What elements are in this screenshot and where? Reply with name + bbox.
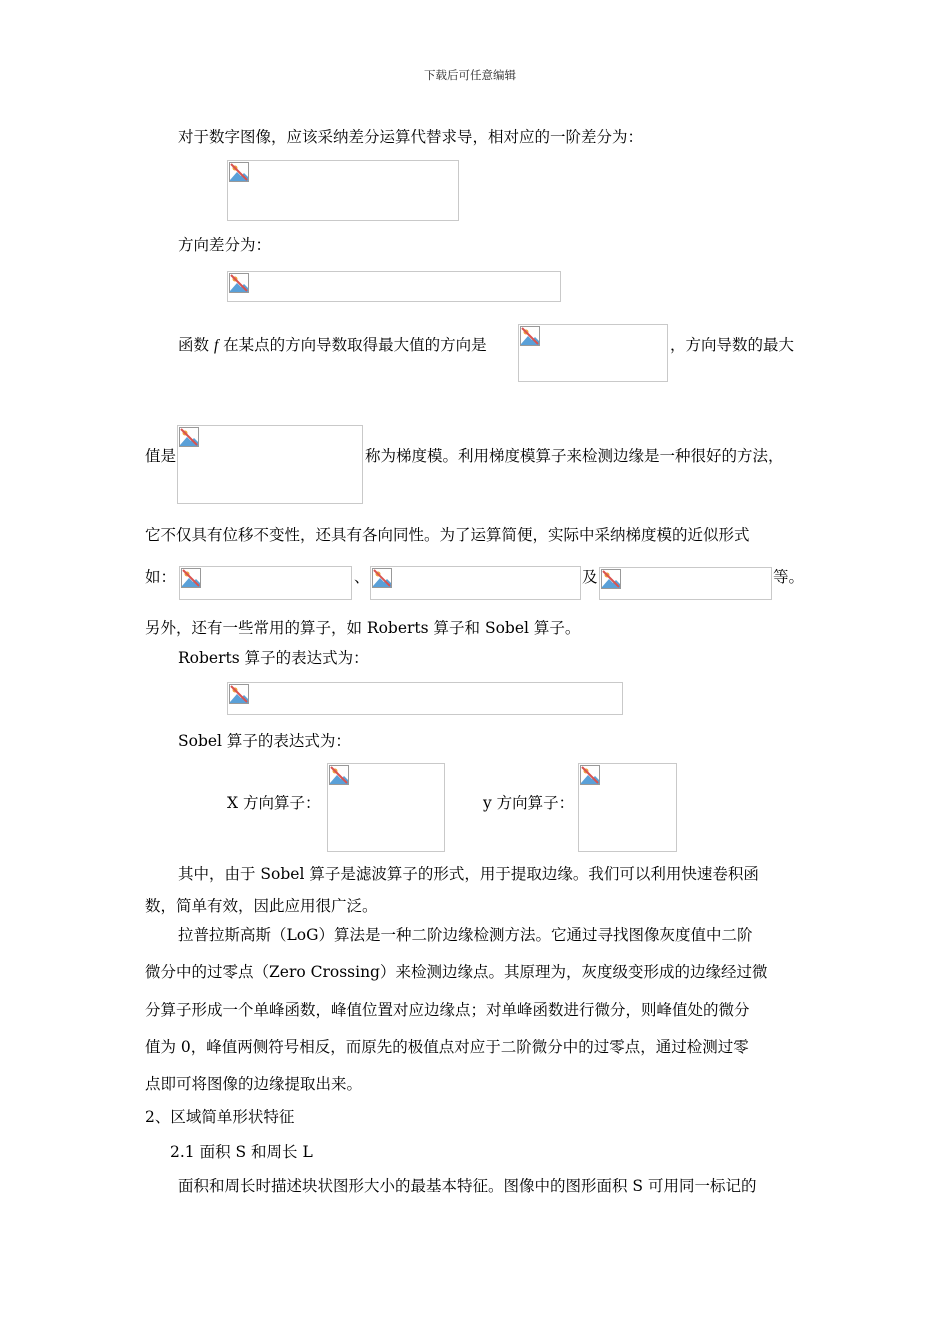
broken-image-icon	[179, 427, 199, 447]
broken-image-formula-6	[370, 566, 581, 600]
broken-image-icon	[229, 684, 249, 704]
section-heading: 2、区域简单形状特征	[145, 1108, 295, 1126]
paragraph-log-line-1: 拉普拉斯高斯（LoG）算法是一种二阶边缘检测方法。它通过寻找图像灰度值中二阶	[178, 926, 753, 944]
text-segment: 、	[354, 568, 370, 586]
paragraph-first-order-difference: 对于数字图像，应该采纳差分运算代替求导，相对应的一阶差分为：	[178, 128, 644, 146]
broken-image-sobel-y	[578, 763, 677, 852]
paragraph-direction-difference: 方向差分为：	[178, 236, 272, 254]
paragraph-roberts-expression: Roberts 算子的表达式为：	[178, 649, 369, 667]
text-segment: 如：	[145, 568, 177, 586]
variable-f: f	[213, 337, 219, 354]
paragraph-log-line-2: 微分中的过零点（Zero Crossing）来检测边缘点。其原理为，灰度级变形成的边缘经过微	[145, 963, 768, 981]
broken-image-roberts-formula	[227, 682, 623, 715]
broken-image-formula-1	[227, 160, 459, 221]
broken-image-formula-4	[177, 425, 363, 504]
text-segment: 称为梯度模。利用梯度模算子来检测边缘是一种很好的方法，	[365, 447, 784, 465]
text-segment: ，方向导数的最大	[670, 336, 795, 354]
broken-image-icon	[580, 765, 600, 785]
y-direction-label: y 方向算子：	[483, 794, 575, 812]
paragraph-log-line-4: 值为 0，峰值两侧符号相反，而原先的极值点对应于二阶微分中的过零点，通过检测过零	[145, 1038, 749, 1056]
broken-image-icon	[601, 569, 621, 589]
paragraph-gradient-direction	[178, 335, 487, 356]
broken-image-icon	[229, 162, 249, 182]
broken-image-icon	[329, 765, 349, 785]
broken-image-formula-7	[599, 567, 772, 600]
broken-image-formula-3	[518, 324, 668, 382]
text-segment: 值是	[145, 447, 177, 465]
broken-image-formula-2	[227, 271, 561, 302]
text-segment: 在某点的方向导数取得最大值的方向是	[218, 336, 487, 354]
subsection-heading: 2.1 面积 S 和周长 L	[170, 1143, 313, 1161]
text-segment: 等。	[773, 568, 805, 586]
broken-image-sobel-x	[327, 763, 445, 852]
paragraph-sobel-note-line-2: 数，简单有效，因此应用很广泛。	[145, 897, 378, 915]
paragraph-sobel-expression: Sobel 算子的表达式为：	[178, 732, 351, 750]
x-direction-label: X 方向算子：	[227, 794, 321, 812]
broken-image-icon	[372, 568, 392, 588]
page-header: 下载后可任意编辑	[424, 68, 516, 82]
paragraph-sobel-note-line-1: 其中，由于 Sobel 算子是滤波算子的形式，用于提取边缘。我们可以利用快速卷积函	[178, 865, 759, 883]
broken-image-icon	[520, 326, 540, 346]
paragraph-area-perimeter: 面积和周长时描述块状图形大小的最基本特征。图像中的图形面积 S 可用同一标记的	[178, 1177, 757, 1195]
text-segment: 函数	[178, 336, 214, 354]
paragraph-gradient-properties: 它不仅具有位移不变性，还具有各向同性。为了运算简便，实际中采纳梯度模的近似形式	[145, 526, 750, 544]
paragraph-common-operators: 另外，还有一些常用的算子，如 Roberts 算子和 Sobel 算子。	[145, 619, 581, 637]
text-segment: 及	[582, 568, 598, 586]
broken-image-formula-5	[179, 566, 352, 600]
broken-image-icon	[229, 273, 249, 293]
broken-image-icon	[181, 568, 201, 588]
paragraph-log-line-3: 分算子形成一个单峰函数，峰值位置对应边缘点；对单峰函数进行微分，则峰值处的微分	[145, 1001, 750, 1019]
paragraph-log-line-5: 点即可将图像的边缘提取出来。	[145, 1075, 363, 1093]
